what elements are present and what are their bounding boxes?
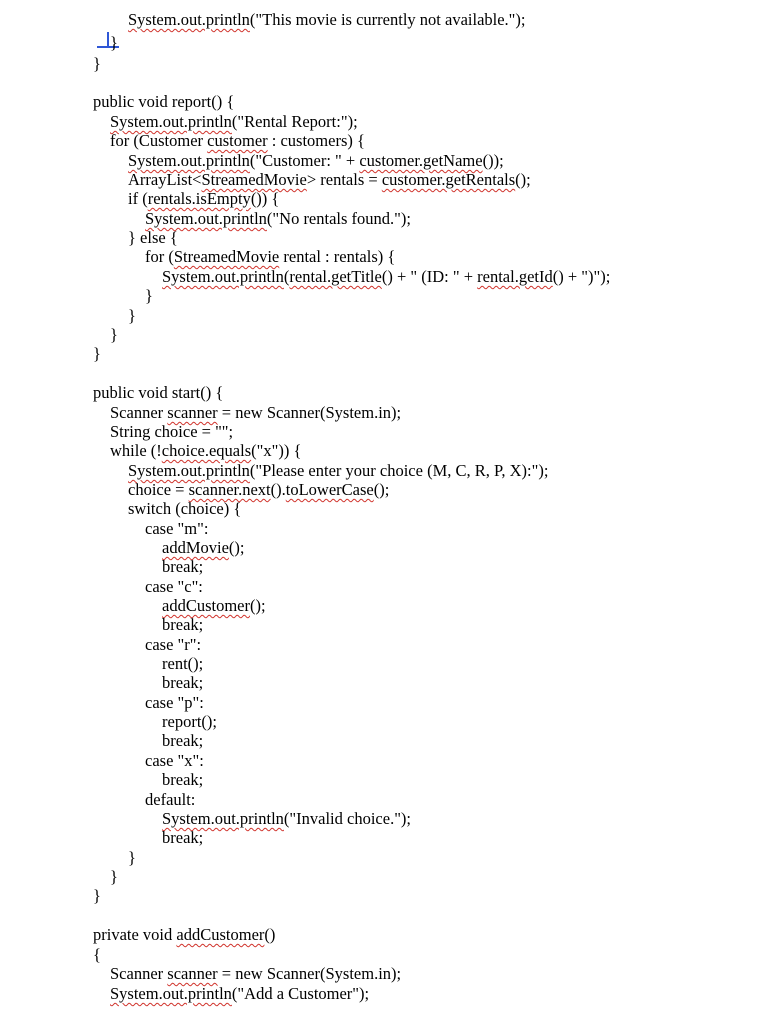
spellcheck-flagged-token: addCustomer <box>176 925 265 944</box>
spellcheck-flagged-token: scanner <box>167 964 218 983</box>
code-text: public void report() { <box>93 92 235 111</box>
code-text: for (Customer <box>110 131 208 150</box>
code-line <box>162 770 203 790</box>
code-text: for ( <box>145 247 174 266</box>
code-text: rental : rentals) { <box>279 247 396 266</box>
code-text: ("No rentals found."); <box>266 209 411 228</box>
spellcheck-flagged-token: System.out.println <box>128 151 250 170</box>
code-line <box>93 344 101 364</box>
code-text: ("Rental Report:"); <box>231 112 358 131</box>
spellcheck-flagged-token: System.out.println <box>110 984 232 1003</box>
code-text: case "m": <box>145 519 209 538</box>
code-line <box>128 151 504 171</box>
spellcheck-flagged-token: StreamedMovie <box>173 247 280 266</box>
code-text: ("Customer: " + <box>249 151 360 170</box>
code-line <box>128 499 241 519</box>
spellcheck-flagged-token: addCustomer <box>162 596 250 615</box>
code-line <box>110 131 365 151</box>
code-text: report(); <box>162 712 217 731</box>
code-text: (); <box>515 170 531 189</box>
code-text: } <box>93 886 101 905</box>
code-text: = new Scanner(System.in); <box>217 403 402 422</box>
code-text: } <box>110 867 118 886</box>
code-line <box>145 577 203 597</box>
code-line <box>128 10 525 30</box>
code-text: } <box>110 325 118 344</box>
code-text: switch (choice) { <box>128 499 242 518</box>
code-text: String choice = ""; <box>110 422 234 441</box>
code-line <box>110 441 301 461</box>
code-text: break; <box>162 673 204 692</box>
code-line <box>145 635 201 655</box>
code-line <box>145 519 208 539</box>
code-text: = new Scanner(System.in); <box>217 964 402 983</box>
code-text: (); <box>373 480 390 499</box>
code-line <box>128 189 279 209</box>
code-text: ("Please enter your choice (M, C, R, P, X):"); <box>249 461 549 480</box>
code-line <box>110 422 233 442</box>
spellcheck-flagged-token: rentals.isEmpty <box>147 189 251 208</box>
code-text: ("x")) { <box>251 441 302 460</box>
code-text: ("Add a Customer"); <box>231 984 370 1003</box>
spellcheck-flagged-token: scanner <box>167 403 218 422</box>
code-text: break; <box>162 615 204 634</box>
code-line <box>145 286 153 306</box>
code-text: case "c": <box>145 577 203 596</box>
spellcheck-flagged-token: rental.getTitle <box>289 267 382 286</box>
code-text: > rentals = <box>306 170 382 189</box>
code-text: (); <box>250 596 266 615</box>
code-text: case "p": <box>145 693 204 712</box>
code-line <box>145 790 195 810</box>
code-text: case "x": <box>145 751 204 770</box>
code-text: } <box>93 54 101 73</box>
spellcheck-flagged-token: System.out.println <box>128 10 250 29</box>
code-line <box>145 209 411 229</box>
spellcheck-flagged-token: customer.getRentals <box>381 170 516 189</box>
code-line <box>93 886 101 906</box>
code-line <box>110 984 369 1004</box>
spellcheck-flagged-token: rental.getId <box>477 267 553 286</box>
code-text: } else { <box>128 228 178 247</box>
code-text: } <box>145 286 153 305</box>
code-text: break; <box>162 770 204 789</box>
spellcheck-flagged-token: customer <box>207 131 268 150</box>
code-line <box>145 247 395 267</box>
code-text: } <box>128 848 136 867</box>
code-line <box>162 654 203 674</box>
code-line <box>128 480 389 500</box>
spellcheck-flagged-token: addMovie <box>162 538 229 557</box>
code-line <box>110 867 118 887</box>
code-text: break; <box>162 557 204 576</box>
spellcheck-flagged-token: System.out.println <box>162 809 284 828</box>
code-text: rent(); <box>162 654 204 673</box>
code-line <box>162 673 203 693</box>
spellcheck-flagged-token: StreamedMovie <box>201 170 307 189</box>
code-text: choice = <box>128 480 189 499</box>
code-text: { <box>93 945 101 964</box>
code-text: public void start() { <box>93 383 224 402</box>
code-line <box>162 828 203 848</box>
code-line <box>110 403 401 423</box>
code-line <box>162 538 244 558</box>
spellcheck-flagged-token: System.out.println <box>162 267 284 286</box>
code-line <box>128 228 178 248</box>
code-text: break; <box>162 731 204 750</box>
code-text: ()); <box>482 151 504 170</box>
code-line <box>128 306 136 326</box>
code-line <box>93 945 101 965</box>
spellcheck-flagged-token: choice.equals <box>161 441 252 460</box>
code-text: case "r": <box>145 635 202 654</box>
code-line <box>162 557 203 577</box>
code-text: } <box>128 306 136 325</box>
code-line <box>162 712 217 732</box>
code-line <box>110 964 401 984</box>
code-line <box>162 731 203 751</box>
code-line <box>110 33 118 53</box>
code-line <box>162 596 266 616</box>
spellcheck-flagged-token: System.out.println <box>145 209 267 228</box>
code-line <box>93 383 223 403</box>
spellcheck-flagged-token: customer.getName <box>359 151 483 170</box>
code-text: ()) { <box>250 189 280 208</box>
code-line <box>162 615 203 635</box>
code-line <box>128 461 548 481</box>
code-line <box>128 848 136 868</box>
code-text: ("Invalid choice."); <box>283 809 412 828</box>
code-text: : customers) { <box>267 131 365 150</box>
code-line <box>162 809 411 829</box>
code-text: default: <box>145 790 196 809</box>
code-text: () + ")"); <box>552 267 611 286</box>
code-text: } <box>110 33 118 52</box>
code-line <box>110 112 358 132</box>
code-line <box>145 693 204 713</box>
code-text: (); <box>228 538 245 557</box>
code-line <box>93 54 101 74</box>
code-text: ( <box>283 267 290 286</box>
code-text: Scanner <box>110 964 168 983</box>
code-text: () <box>264 925 276 944</box>
spellcheck-flagged-token: System.out.println <box>110 112 232 131</box>
code-text: (). <box>270 480 286 499</box>
code-text: private void <box>93 925 177 944</box>
code-text: while (! <box>110 441 162 460</box>
code-line <box>145 751 204 771</box>
code-text: if ( <box>128 189 148 208</box>
code-line <box>110 325 118 345</box>
code-text: () + " (ID: " + <box>381 267 478 286</box>
spellcheck-flagged-token: System.out.println <box>128 461 250 480</box>
code-line <box>93 92 234 112</box>
code-line <box>128 170 531 190</box>
code-line <box>162 267 610 287</box>
code-text: ("This movie is currently not available."); <box>249 10 526 29</box>
code-text: Scanner <box>110 403 168 422</box>
spellcheck-flagged-token: scanner.next <box>188 480 271 499</box>
code-text: ArrayList< <box>128 170 202 189</box>
spellcheck-flagged-token: toLowerCase <box>285 480 374 499</box>
code-text: break; <box>162 828 204 847</box>
code-line <box>93 925 275 945</box>
code-text: } <box>93 344 101 363</box>
